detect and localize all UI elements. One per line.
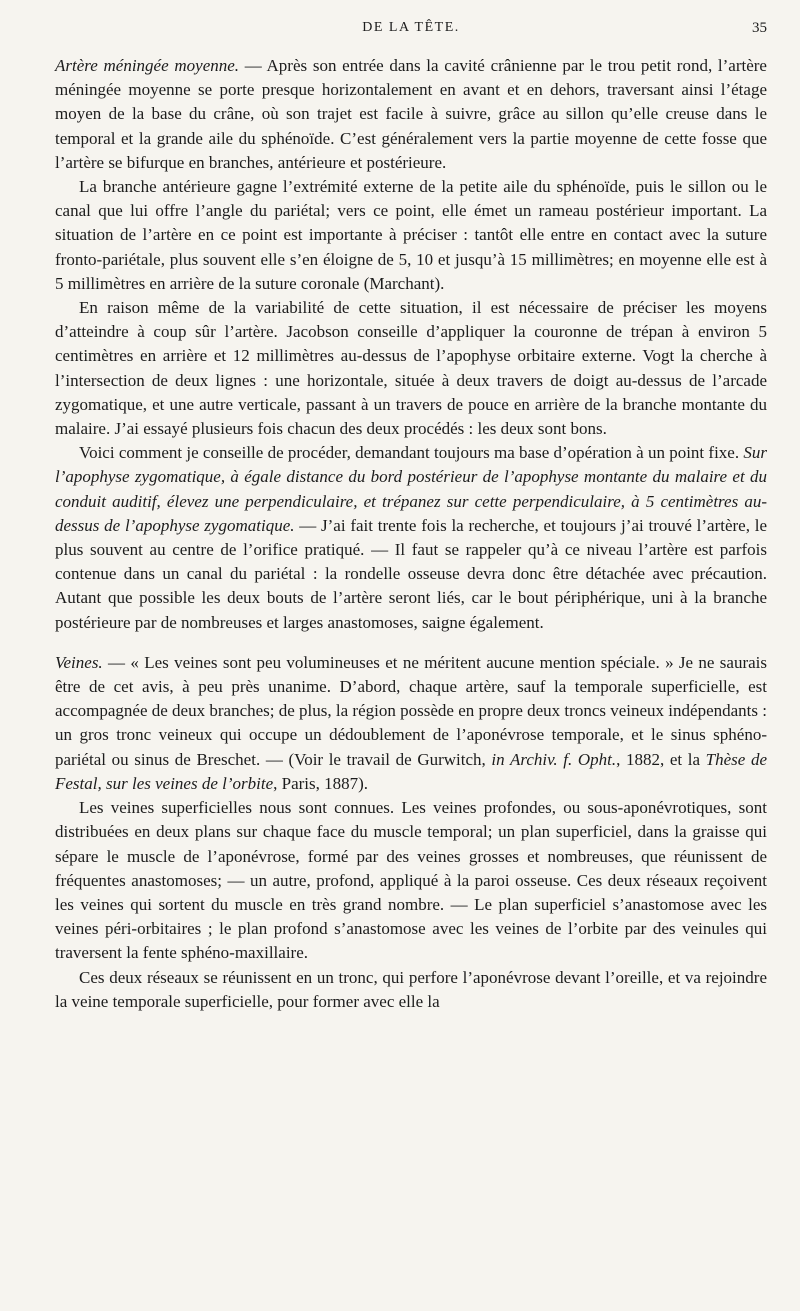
running-title: DE LA TÊTE. (362, 20, 460, 35)
paragraph-localisation: En raison même de la variabilité de cette situation, il est nécessaire de préciser les moyens d’atteindre à coup sûr l’artère. Jacobson conseille d’appliquer la couronne de trépan à environ 5 centimètres en arrière et 12 millimètres au-dessus de l’apophyse orbitaire externe. Vogt la cherche à l’intersection de deux lignes : une horizontale, située à deux travers de doigt au-dessus de l’arcade zygomatique, et une autre verticale, passant à un travers de pouce en arrière de la branche montante du malaire. J’ai essayé plusieurs fois chacun des deux procédés : les deux sont bons. (55, 298, 767, 439)
paragraph-superficial-veins: Les veines superficielles nous sont connues. Les veines profondes, ou sous-aponévrotiques, sont distribuées en deux plans sur chaque face du muscle temporal; un plan superficiel, dans la graisse qui sépare le muscle de l’aponévrose, formé par des veines grosses et nombreuses, que réunissent de fréquentes anastomoses; — un autre, profond, appliqué à la paroi osseuse. Ces deux réseaux reçoivent les veines qui sortent du muscle en très grand nombre. — Le plan superficiel s’anastomose avec les veines péri-orbitaires ; le plan profond s’anastomose avec les veines de l’orbite par des veinules qui traversent la fente sphéno-maxillaire. (55, 798, 767, 963)
procedure-rest: — J’ai fait trente fois la recherche, et toujours j’ai trouvé l’artère, le plus souvent au centre de l’orifice pratiqué. — Il faut se rappeler qu’à ce niveau l’artère est parfois contenue dans un canal du pariétal : la rondelle osseuse devra donc être détachée avec précaution. Autant que possible les deux bouts de l’artère seront liés, car le bout périphérique, uni à la branche postérieure par de nombreuses et larges anastomoses, saigne également. (55, 515, 767, 632)
veins-lead: — « Les veines sont peu volumineuses et ne méritent aucune mention spéciale. » Je ne saurais être de cet avis, à peu près unanime. D’abord, chaque artère, sauf la temporale superficielle, est accompagnée de deux branches; de plus, la région possède en propre deux troncs veineux indépendants : un gros tronc veineux qui occupe un dédoublement de l’aponévrose temporale, et le sinus sphéno-pariétal ou sinus de Breschet. — (Voir le travail de Gurwitch, (55, 652, 767, 769)
paragraph-text: — Après son entrée dans la cavité crânienne par le trou petit rond, l’artère méningée moyenne se porte presque horizontalement en avant et en dehors, traversant ainsi l’étage moyen de la base du crâne, où son trajet est facile à suivre, grâce au sillon qu’elle creuse dans le temporal et la grande aile du sphénoïde. C’est généralement vers la partie moyenne de cette fosse que l’artère se bifurque en branches, antérieure et postérieure. (55, 56, 767, 172)
paragraph-meningeal-artery (55, 54, 767, 175)
veins-end: , Paris, 1887). (273, 773, 369, 793)
paragraph-veins (55, 651, 767, 796)
page-number: 35 (752, 20, 767, 36)
reference-thesis: Thèse de Festal, sur les veines de l’orbite (55, 749, 768, 793)
procedure-lead: Voici comment je conseille de procéder, demandant toujours ma base d’opération à un point fixe. (79, 443, 744, 463)
paragraph-anterior-branch: La branche antérieure gagne l’extrémité externe de la petite aile du sphénoïde, puis le sillon ou le canal que lui offre l’angle du pariétal; vers ce point, elle émet un rameau postérieur important. La situation de l’artère en ce point est importante à préciser : tantôt elle entre en contact avec la suture fronto-pariétale, plus souvent elle s’en éloigne de 5, 10 et jusqu’à 15 millimètres; en moyenne elle est à 5 millimètres en arrière de la suture coronale (Marchant). (55, 177, 767, 293)
reference-archiv: in Archiv. f. Opht. (491, 749, 617, 769)
section-heading-veins: Veines. (55, 652, 103, 672)
body-text (55, 54, 767, 1014)
procedure-instruction: Sur l’apophyse zygomatique, à égale distance du bord postérieur de l’apophyse montante du malaire et du conduit auditif, élevez une perpendiculaire, et trépanez sur cette perpendiculaire, à 5 centimètres au-dessus de l’apophyse zygomatique. (55, 443, 767, 535)
paragraph-venous-networks: Ces deux réseaux se réunissent en un tronc, qui perfore l’aponévrose devant l’oreille, et va rejoindre la veine temporale superficielle, pour former avec elle la (55, 967, 767, 1011)
veins-mid: , 1882, et la (616, 749, 706, 769)
page-header (55, 20, 767, 42)
section-heading-meningeal-artery: Artère méningée moyenne. (55, 56, 240, 75)
paragraph-procedure (55, 441, 767, 635)
